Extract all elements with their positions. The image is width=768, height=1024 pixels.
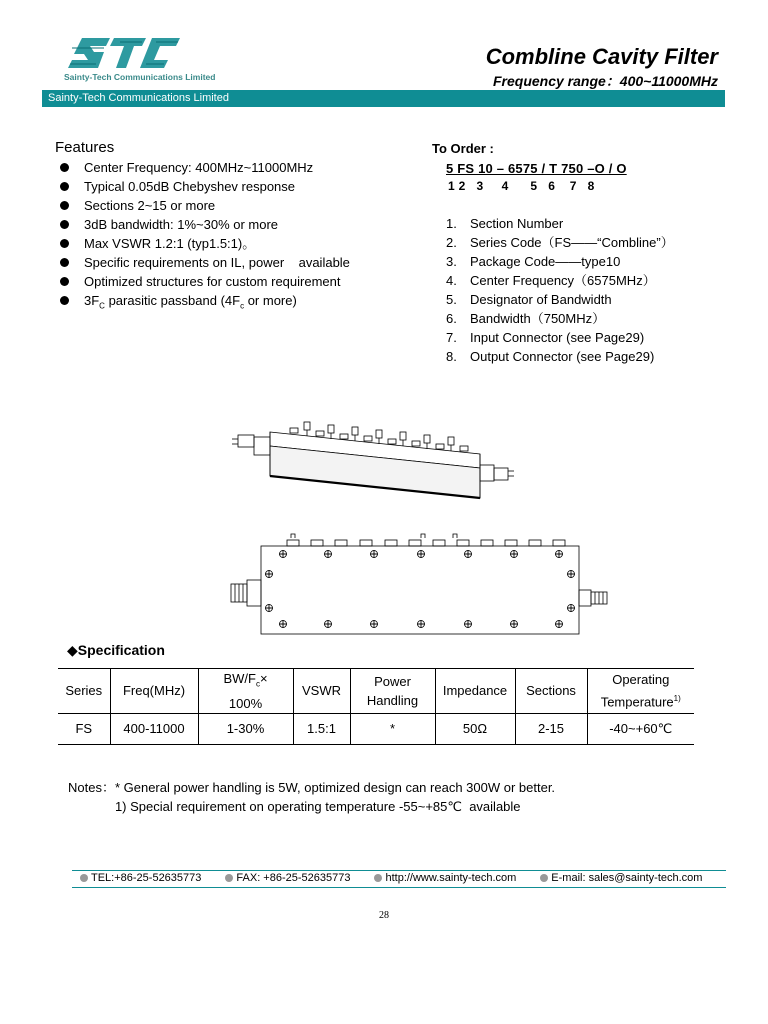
logo-caption: Sainty-Tech Communications Limited [64, 72, 216, 82]
order-legend-item: 8. Output Connector (see Page29) [446, 349, 655, 364]
feature-item: 3dB bandwidth: 1%~30% or more [58, 215, 350, 234]
order-legend-item: 2. Series Code（FS——“Combline”） [446, 235, 674, 250]
bullet-icon [540, 874, 548, 882]
header-cell-bandwidth: $BW/F_c\times$ 100% [198, 669, 293, 714]
order-legend-item: 4. Center Frequency（6575MHz） [446, 273, 656, 288]
specification-heading: ◆Specification [67, 642, 165, 658]
table-header-row [58, 669, 694, 714]
features-list [58, 158, 350, 310]
bullet-icon [60, 163, 69, 172]
header-cell-freq: Freq(MHz) [110, 669, 198, 714]
header-cell-power: Power Handling [350, 669, 435, 714]
header-cell-series: Series [58, 669, 110, 714]
header-band-text: Sainty-Tech Communications Limited [48, 92, 229, 104]
specification-table [58, 668, 694, 745]
note-line: Notes：* General power handling is 5W, optimized design can reach 300W or better. [68, 780, 556, 795]
order-code: 5 FS 10 – 6575 / T 750 –O / O [446, 161, 627, 176]
bullet-icon [80, 874, 88, 882]
cell-freq: 400-11000 [110, 713, 198, 744]
frequency-range-subtitle: Frequency range：400~11000MHz [492, 73, 718, 89]
cell-power: * [350, 713, 435, 744]
bullet-icon [225, 874, 233, 882]
note-line: 1) Special requirement on operating temperature -55~+85℃ available [68, 799, 521, 814]
feature-item: Sections 2~15 or more [58, 196, 350, 215]
order-legend-item: 6. Bandwidth（750MHz） [446, 311, 606, 326]
bullet-icon [60, 201, 69, 210]
footer-contact [80, 872, 702, 884]
bullet-icon [60, 220, 69, 229]
bullet-icon [60, 258, 69, 267]
features-heading: Features [55, 139, 115, 156]
header-cell-impedance: Impedance [435, 669, 515, 714]
footer-divider-bottom [72, 887, 726, 888]
cell-temperature: -40~+60℃ [587, 713, 694, 744]
notes [68, 778, 555, 816]
filter-top-view-drawing [225, 532, 620, 637]
order-legend-item: 1. Section Number [446, 216, 564, 231]
order-code-positions: 1 2 3 4 5 6 7 8 [448, 179, 595, 193]
cell-bandwidth: 1-30% [198, 713, 293, 744]
feature-item: Max VSWR 1.2:1 (typ1.5:1)。 [58, 234, 350, 253]
to-order-heading: To Order : [432, 141, 494, 156]
cell-sections: 2-15 [515, 713, 587, 744]
cell-vswr: 1.5:1 [293, 713, 350, 744]
order-legend-item: 3. Package Code——type10 [446, 254, 621, 269]
order-legend-list [446, 214, 674, 366]
feature-item: Specific requirements on IL, power available [58, 253, 350, 272]
feature-item: $3F_C$ parasitic passband ($4F_c$ or more) [58, 291, 350, 310]
order-legend-item: 5. Designator of Bandwidth [446, 292, 612, 307]
footer-tel: TEL:+86-25-52635773 [80, 872, 201, 884]
feature-item: Optimized structures for custom requirement [58, 272, 350, 291]
cell-series: FS [58, 713, 110, 744]
footer-divider [72, 870, 726, 871]
header-cell-sections: Sections [515, 669, 587, 714]
footer-email-link[interactable]: E-mail: sales@sainty-tech.com [540, 872, 702, 884]
feature-item: Typical 0.05dB Chebyshev response [58, 177, 350, 196]
table-row [58, 713, 694, 744]
feature-item: Center Frequency: 400MHz~11000MHz [58, 158, 350, 177]
footer-website-link[interactable]: http://www.sainty-tech.com [374, 872, 516, 884]
header-cell-temperature: Operating Temperature$^{1)}$ [587, 669, 694, 714]
page-number: 28 [379, 910, 389, 921]
order-legend-item: 7. Input Connector (see Page29) [446, 330, 645, 345]
header-cell-vswr: VSWR [293, 669, 350, 714]
bullet-icon [60, 277, 69, 286]
bullet-icon [60, 296, 69, 305]
bullet-icon [60, 239, 69, 248]
cell-impedance: 50Ω [435, 713, 515, 744]
bullet-icon [374, 874, 382, 882]
document-title: Combline Cavity Filter [485, 44, 718, 69]
bullet-icon [60, 182, 69, 191]
filter-isometric-drawing [230, 410, 530, 500]
footer-fax: FAX: +86-25-52635773 [225, 872, 350, 884]
